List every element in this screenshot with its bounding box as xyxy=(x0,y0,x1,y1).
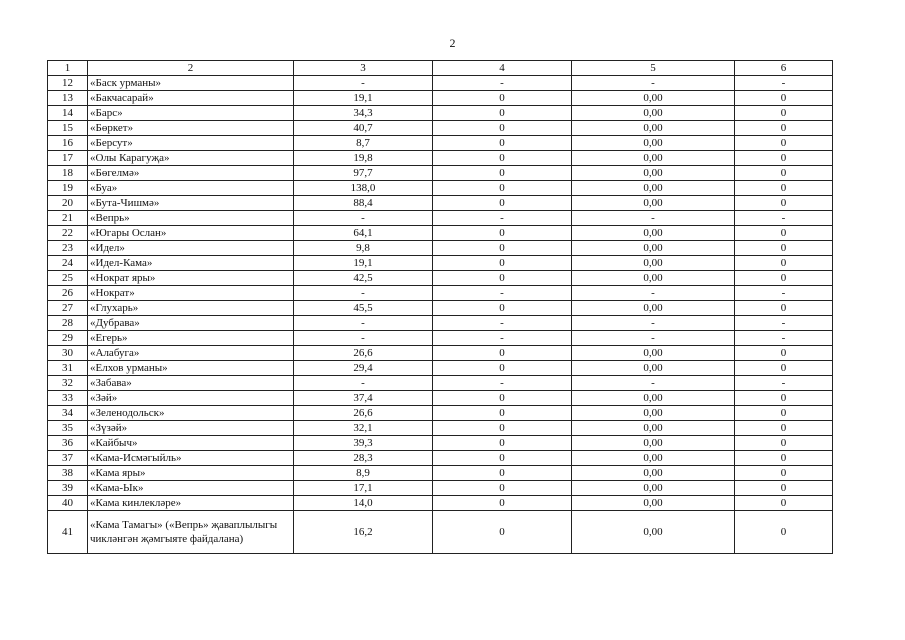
table-row xyxy=(48,196,833,211)
reserve-name: «Кама кинлекләре» xyxy=(88,496,294,511)
value-col-5: 0,00 xyxy=(572,106,735,121)
value-col-3: 9,8 xyxy=(294,241,433,256)
row-number: 18 xyxy=(48,166,88,181)
row-number: 30 xyxy=(48,346,88,361)
value-col-4: 0 xyxy=(433,226,572,241)
value-col-3: 26,6 xyxy=(294,346,433,361)
value-col-6: 0 xyxy=(735,91,833,106)
value-col-4: 0 xyxy=(433,496,572,511)
table-row xyxy=(48,511,833,554)
value-col-5: 0,00 xyxy=(572,466,735,481)
row-number: 28 xyxy=(48,316,88,331)
table-row xyxy=(48,256,833,271)
value-col-6: 0 xyxy=(735,436,833,451)
value-col-4: 0 xyxy=(433,256,572,271)
table-row xyxy=(48,271,833,286)
value-col-6: 0 xyxy=(735,271,833,286)
reserve-name: «Бакчасарай» xyxy=(88,91,294,106)
value-col-4: - xyxy=(433,376,572,391)
value-col-5: 0,00 xyxy=(572,196,735,211)
value-col-4: 0 xyxy=(433,421,572,436)
value-col-6: 0 xyxy=(735,226,833,241)
value-col-3: 34,3 xyxy=(294,106,433,121)
value-col-4: 0 xyxy=(433,166,572,181)
value-col-3: 8,9 xyxy=(294,466,433,481)
reserve-name: «Идел» xyxy=(88,241,294,256)
row-number: 19 xyxy=(48,181,88,196)
row-number: 40 xyxy=(48,496,88,511)
table-row xyxy=(48,346,833,361)
table-row xyxy=(48,481,833,496)
reserve-name: «Кама-Ык» xyxy=(88,481,294,496)
table-row xyxy=(48,241,833,256)
value-col-6: 0 xyxy=(735,166,833,181)
reserve-name: «Нократ яры» xyxy=(88,271,294,286)
value-col-4: - xyxy=(433,211,572,226)
row-number: 37 xyxy=(48,451,88,466)
value-col-4: 0 xyxy=(433,436,572,451)
value-col-4: 0 xyxy=(433,196,572,211)
reserve-name: «Кайбыч» xyxy=(88,436,294,451)
reserve-name: «Буа» xyxy=(88,181,294,196)
table-row xyxy=(48,136,833,151)
row-number: 14 xyxy=(48,106,88,121)
value-col-6: 0 xyxy=(735,421,833,436)
value-col-3: 29,4 xyxy=(294,361,433,376)
value-col-5: 0,00 xyxy=(572,121,735,136)
value-col-5: - xyxy=(572,316,735,331)
value-col-4: 0 xyxy=(433,151,572,166)
value-col-5: 0,00 xyxy=(572,136,735,151)
value-col-4: 0 xyxy=(433,241,572,256)
table-row xyxy=(48,151,833,166)
table-row xyxy=(48,226,833,241)
value-col-3: 19,8 xyxy=(294,151,433,166)
reserve-name: «Вепрь» xyxy=(88,211,294,226)
value-col-4: 0 xyxy=(433,271,572,286)
value-col-3: - xyxy=(294,316,433,331)
value-col-5: 0,00 xyxy=(572,511,735,554)
row-number: 29 xyxy=(48,331,88,346)
value-col-4: 0 xyxy=(433,106,572,121)
value-col-6: 0 xyxy=(735,346,833,361)
value-col-5: 0,00 xyxy=(572,181,735,196)
value-col-3: 64,1 xyxy=(294,226,433,241)
table-row xyxy=(48,331,833,346)
value-col-3: 42,5 xyxy=(294,271,433,286)
value-col-5: - xyxy=(572,211,735,226)
data-table xyxy=(47,60,833,554)
reserve-name: «Югары Ослан» xyxy=(88,226,294,241)
row-number: 15 xyxy=(48,121,88,136)
header-cell-5: 5 xyxy=(572,61,735,76)
value-col-6: 0 xyxy=(735,151,833,166)
value-col-4: - xyxy=(433,76,572,91)
value-col-5: - xyxy=(572,376,735,391)
value-col-6: 0 xyxy=(735,241,833,256)
value-col-6: 0 xyxy=(735,391,833,406)
value-col-3: 138,0 xyxy=(294,181,433,196)
reserve-name: «Бөгелмә» xyxy=(88,166,294,181)
value-col-6: 0 xyxy=(735,466,833,481)
value-col-6: 0 xyxy=(735,256,833,271)
reserve-name: «Глухарь» xyxy=(88,301,294,316)
value-col-4: - xyxy=(433,316,572,331)
reserve-name: «Алабуга» xyxy=(88,346,294,361)
value-col-4: 0 xyxy=(433,361,572,376)
value-col-5: 0,00 xyxy=(572,436,735,451)
table-row xyxy=(48,391,833,406)
row-number: 21 xyxy=(48,211,88,226)
value-col-6: - xyxy=(735,211,833,226)
table-row xyxy=(48,376,833,391)
header-cell-6: 6 xyxy=(735,61,833,76)
table-row xyxy=(48,106,833,121)
row-number: 27 xyxy=(48,301,88,316)
reserve-name: «Барс» xyxy=(88,106,294,121)
table-row xyxy=(48,181,833,196)
value-col-6: 0 xyxy=(735,511,833,554)
value-col-6: 0 xyxy=(735,406,833,421)
value-col-3: 26,6 xyxy=(294,406,433,421)
value-col-4: 0 xyxy=(433,91,572,106)
value-col-6: 0 xyxy=(735,121,833,136)
value-col-3: 40,7 xyxy=(294,121,433,136)
row-number: 23 xyxy=(48,241,88,256)
value-col-4: 0 xyxy=(433,406,572,421)
value-col-3: - xyxy=(294,76,433,91)
table-row xyxy=(48,451,833,466)
value-col-4: 0 xyxy=(433,481,572,496)
row-number: 13 xyxy=(48,91,88,106)
value-col-6: 0 xyxy=(735,136,833,151)
value-col-6: - xyxy=(735,376,833,391)
value-col-5: - xyxy=(572,76,735,91)
value-col-4: 0 xyxy=(433,511,572,554)
table-row xyxy=(48,421,833,436)
row-number: 20 xyxy=(48,196,88,211)
value-col-5: 0,00 xyxy=(572,451,735,466)
value-col-5: - xyxy=(572,286,735,301)
table-row xyxy=(48,286,833,301)
reserve-name: «Егерь» xyxy=(88,331,294,346)
reserve-name: «Кама яры» xyxy=(88,466,294,481)
page-number: 2 xyxy=(449,36,456,50)
value-col-4: 0 xyxy=(433,121,572,136)
row-number: 24 xyxy=(48,256,88,271)
row-number: 32 xyxy=(48,376,88,391)
value-col-4: 0 xyxy=(433,466,572,481)
value-col-6: 0 xyxy=(735,361,833,376)
row-number: 16 xyxy=(48,136,88,151)
value-col-3: 97,7 xyxy=(294,166,433,181)
value-col-5: 0,00 xyxy=(572,91,735,106)
header-cell-3: 3 xyxy=(294,61,433,76)
value-col-3: - xyxy=(294,376,433,391)
value-col-4: 0 xyxy=(433,136,572,151)
value-col-6: 0 xyxy=(735,181,833,196)
table-row xyxy=(48,361,833,376)
row-number: 31 xyxy=(48,361,88,376)
value-col-5: 0,00 xyxy=(572,226,735,241)
value-col-3: - xyxy=(294,331,433,346)
value-col-3: 32,1 xyxy=(294,421,433,436)
value-col-4: - xyxy=(433,331,572,346)
table-row xyxy=(48,211,833,226)
value-col-6: 0 xyxy=(735,496,833,511)
value-col-5: 0,00 xyxy=(572,301,735,316)
value-col-3: 28,3 xyxy=(294,451,433,466)
row-number: 25 xyxy=(48,271,88,286)
value-col-5: 0,00 xyxy=(572,241,735,256)
value-col-5: 0,00 xyxy=(572,271,735,286)
value-col-6: 0 xyxy=(735,481,833,496)
row-number: 35 xyxy=(48,421,88,436)
value-col-5: 0,00 xyxy=(572,256,735,271)
table-row xyxy=(48,496,833,511)
row-number: 39 xyxy=(48,481,88,496)
value-col-5: 0,00 xyxy=(572,406,735,421)
reserve-name: «Елхов урманы» xyxy=(88,361,294,376)
table-row xyxy=(48,316,833,331)
row-number: 26 xyxy=(48,286,88,301)
value-col-6: 0 xyxy=(735,106,833,121)
reserve-name: «Идел-Кама» xyxy=(88,256,294,271)
reserve-name: «Зәй» xyxy=(88,391,294,406)
row-number: 41 xyxy=(48,511,88,554)
table-row xyxy=(48,466,833,481)
row-number: 38 xyxy=(48,466,88,481)
value-col-4: 0 xyxy=(433,181,572,196)
value-col-3: 19,1 xyxy=(294,256,433,271)
value-col-5: 0,00 xyxy=(572,421,735,436)
table-row xyxy=(48,436,833,451)
header-cell-2: 2 xyxy=(88,61,294,76)
table-row xyxy=(48,406,833,421)
value-col-3: 45,5 xyxy=(294,301,433,316)
value-col-3: 16,2 xyxy=(294,511,433,554)
value-col-3: 19,1 xyxy=(294,91,433,106)
row-number: 33 xyxy=(48,391,88,406)
value-col-6: - xyxy=(735,286,833,301)
value-col-5: - xyxy=(572,331,735,346)
value-col-3: 17,1 xyxy=(294,481,433,496)
reserve-name: «Берсут» xyxy=(88,136,294,151)
reserve-name: «Зеленодольск» xyxy=(88,406,294,421)
value-col-3: 88,4 xyxy=(294,196,433,211)
value-col-6: 0 xyxy=(735,196,833,211)
reserve-name: «Дубрава» xyxy=(88,316,294,331)
table-row xyxy=(48,76,833,91)
table-header-row xyxy=(48,61,833,76)
value-col-6: 0 xyxy=(735,301,833,316)
value-col-5: 0,00 xyxy=(572,151,735,166)
reserve-name: «Забава» xyxy=(88,376,294,391)
reserve-name: «Кама-Исмәгыйль» xyxy=(88,451,294,466)
value-col-6: - xyxy=(735,331,833,346)
value-col-5: 0,00 xyxy=(572,346,735,361)
value-col-5: 0,00 xyxy=(572,496,735,511)
value-col-3: 37,4 xyxy=(294,391,433,406)
value-col-3: 8,7 xyxy=(294,136,433,151)
row-number: 22 xyxy=(48,226,88,241)
value-col-3: 14,0 xyxy=(294,496,433,511)
value-col-4: 0 xyxy=(433,301,572,316)
value-col-6: 0 xyxy=(735,451,833,466)
row-number: 36 xyxy=(48,436,88,451)
reserve-name: «Олы Карагуҗа» xyxy=(88,151,294,166)
reserve-name: «Бута-Чишмә» xyxy=(88,196,294,211)
reserve-name: «Бөркет» xyxy=(88,121,294,136)
value-col-3: 39,3 xyxy=(294,436,433,451)
row-number: 34 xyxy=(48,406,88,421)
table-row xyxy=(48,301,833,316)
header-cell-4: 4 xyxy=(433,61,572,76)
reserve-name: «Кама Тамагы» («Вепрь» җаваплылыгы чикләнгән җәмгыяте файдалана) xyxy=(88,511,294,554)
value-col-6: - xyxy=(735,76,833,91)
row-number: 12 xyxy=(48,76,88,91)
reserve-name: «Зүзәй» xyxy=(88,421,294,436)
value-col-6: - xyxy=(735,316,833,331)
reserve-name: «Нократ» xyxy=(88,286,294,301)
value-col-5: 0,00 xyxy=(572,481,735,496)
value-col-4: 0 xyxy=(433,451,572,466)
header-cell-1: 1 xyxy=(48,61,88,76)
reserve-name: «Баск урманы» xyxy=(88,76,294,91)
value-col-4: 0 xyxy=(433,346,572,361)
value-col-3: - xyxy=(294,286,433,301)
value-col-3: - xyxy=(294,211,433,226)
value-col-4: 0 xyxy=(433,391,572,406)
row-number: 17 xyxy=(48,151,88,166)
table-row xyxy=(48,166,833,181)
value-col-5: 0,00 xyxy=(572,166,735,181)
value-col-5: 0,00 xyxy=(572,391,735,406)
value-col-5: 0,00 xyxy=(572,361,735,376)
table-row xyxy=(48,121,833,136)
table-row xyxy=(48,91,833,106)
value-col-4: - xyxy=(433,286,572,301)
